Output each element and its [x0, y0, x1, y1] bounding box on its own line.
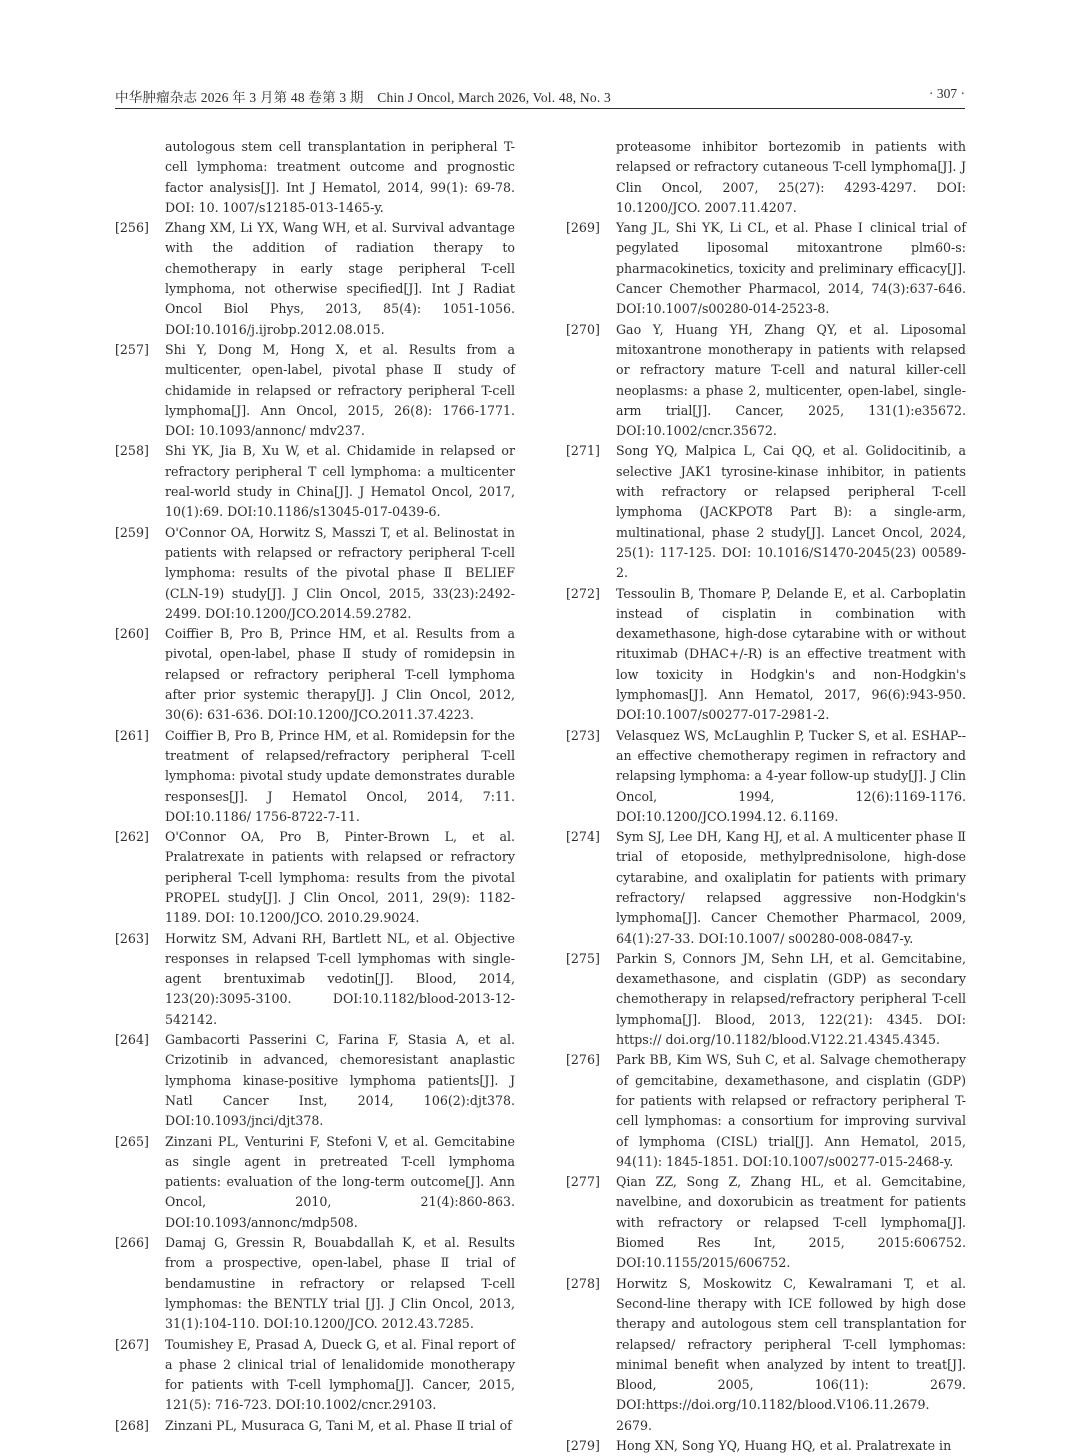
reference-entry [566, 1172, 966, 1273]
reference-text: Zhang XM, Li YX, Wang WH, et al. Survival advantage with the addition of radiation therapy to chemotherapy in early stage peripheral T-cell lymphoma, not otherwise specified[J]. Int J Radiat Oncol Biol Phys, 2013, 85(4): 1051-1056. DOI:10.1016/j.ijrobp.2012.08.015. [165, 220, 515, 337]
reference-text: proteasome inhibitor bortezomib in patients with relapsed or refractory cutaneous T-cell lymphoma[J]. J Clin Oncol, 2007, 25(27): 4293-4297. DOI: 10.1200/JCO. 2007.11.4207. [616, 139, 966, 215]
reference-entry [566, 1050, 966, 1172]
reference-number: [271] [566, 443, 600, 459]
reference-text: Coiffier B, Pro B, Prince HM, et al. Results from a pivotal, open-label, phase Ⅱ study of romidepsin in relapsed or refractory peripheral T-cell lymphoma after prior systemic therapy[J]. J Clin Oncol, 2012, 30(6): 631-636. DOI:10.1200/JCO.2011.37.4223. [165, 626, 515, 723]
reference-text: Park BB, Kim WS, Suh C, et al. Salvage chemotherapy of gemcitabine, dexamethasone, and cisplatin (GDP) for patients with relapsed or refractory peripheral T-cell lymphomas: a consortium for improving survival of lymphoma (CISL) trial[J]. Ann Hematol, 2015, 94(11): 1845-1851. DOI:10.1007/s00277-015-2468-y. [616, 1052, 966, 1169]
reference-text: Zinzani PL, Venturini F, Stefoni V, et al. Gemcitabine as single agent in pretreated T-cell lymphoma patients: evaluation of the long-term outcome[J]. Ann Oncol, 2010, 21(4):860-863. DOI:10.1093/annonc/mdp508. [165, 1133, 515, 1230]
header-rule [115, 108, 965, 109]
reference-number: [272] [566, 585, 600, 601]
reference-entry [115, 1030, 515, 1131]
reference-entry [566, 1274, 966, 1436]
reference-entry [115, 827, 515, 928]
left-column [115, 137, 515, 1436]
reference-number: [267] [115, 1336, 149, 1352]
reference-number: [263] [115, 930, 149, 946]
reference-entry [115, 726, 515, 827]
reference-number: [268] [115, 1417, 149, 1433]
reference-number: [275] [566, 950, 600, 966]
reference-entry [566, 218, 966, 319]
reference-number: [274] [566, 829, 600, 845]
reference-number: [273] [566, 727, 600, 743]
reference-text: Zinzani PL, Musuraca G, Tani M, et al. Phase Ⅱ trial of [165, 1417, 512, 1433]
reference-text: Hong XN, Song YQ, Huang HQ, et al. Pralatrexate in [616, 1438, 952, 1453]
reference-entry [566, 726, 966, 827]
reference-entry [115, 1416, 515, 1436]
reference-number: [269] [566, 220, 600, 236]
reference-entry [115, 523, 515, 624]
reference-entry [115, 441, 515, 522]
reference-number: [259] [115, 524, 149, 540]
reference-text: O'Connor OA, Horwitz S, Masszi T, et al. Belinostat in patients with relapsed or refractory peripheral T-cell lymphoma: results of the pivotal phase Ⅱ BELIEF (CLN-19) study[J]. J Clin Oncol, 2015, 33(23):2492-2499. DOI:10.1200/JCO.2014.59.2782. [165, 524, 515, 621]
reference-entry [115, 624, 515, 725]
reference-number: [262] [115, 829, 149, 845]
reference-text: Song YQ, Malpica L, Cai QQ, et al. Golidocitinib, a selective JAK1 tyrosine-kinase inhibitor, in patients with refractory or relapsed peripheral T-cell lymphoma (JACKPOT8 Part B): a single-arm, multinational, phase 2 study[J]. Lancet Oncol, 2024, 25(1): 117-125. DOI: 10.1016/S1470-2045(23) 00589-2. [616, 443, 966, 581]
reference-number: [261] [115, 727, 149, 743]
reference-number: [256] [115, 220, 149, 236]
reference-entry [115, 1335, 515, 1416]
reference-entry [115, 1132, 515, 1233]
reference-entry [566, 1436, 966, 1456]
reference-number: [279] [566, 1438, 600, 1453]
reference-entry [566, 584, 966, 726]
reference-entry [566, 441, 966, 583]
reference-text: Tessoulin B, Thomare P, Delande E, et al. Carboplatin instead of cisplatin in combination with dexamethasone, high-dose cytarabine with or without rituximab (DHAC+/-R) is an effective treatment with low toxicity in Hodgkin's and non-Hodgkin's lymphomas[J]. Ann Hematol, 2017, 96(6):943-950. DOI:10.1007/s00277-017-2981-2. [616, 585, 966, 723]
reference-number: [276] [566, 1052, 600, 1068]
reference-text: Damaj G, Gressin R, Bouabdallah K, et al. Results from a prospective, open-label, phase Ⅱ trial of bendamustine in refractory or relapsed T-cell lymphomas: the BENTLY trial [J]. J Clin Oncol, 2013, 31(1):104-110. DOI:10.1200/JCO. 2012.43.7285. [165, 1235, 515, 1332]
reference-number: [264] [115, 1032, 149, 1048]
reference-entry [115, 1233, 515, 1334]
reference-entry [566, 827, 966, 949]
reference-number: [278] [566, 1275, 600, 1291]
journal-citation: 中华肿瘤杂志 2026 年 3 月第 48 卷第 3 期 Chin J Oncol, March 2026, Vol. 48, No. 3 [115, 90, 611, 105]
reference-number: [265] [115, 1133, 149, 1149]
reference-entry [566, 949, 966, 1050]
reference-text: Horwitz SM, Advani RH, Bartlett NL, et al. Objective responses in relapsed T-cell lymphomas with single-agent brentuximab vedotin[J]. Blood, 2014, 123(20):3095-3100. DOI:10.1182/blood-2013-12-542142. [165, 930, 515, 1027]
reference-entry [115, 218, 515, 340]
page-number: · 307 · [929, 86, 965, 101]
reference-entry [566, 320, 966, 442]
reference-number: [257] [115, 341, 149, 357]
reference-number: [277] [566, 1174, 600, 1190]
reference-text: Sym SJ, Lee DH, Kang HJ, et al. A multicenter phase Ⅱ trial of etoposide, methylprednisolone, high-dose cytarabine, and oxaliplatin for patients with primary refractory/ relapsed aggressive non-Hodgkin's lymphoma[J]. Cancer Chemother Pharmacol, 2009, 64(1):27-33. DOI:10.1007/ s00280-008-0847-y. [616, 829, 966, 946]
reference-text: Shi Y, Dong M, Hong X, et al. Results from a multicenter, open-label, pivotal phase Ⅱ study of chidamide in relapsed or refractory peripheral T-cell lymphoma[J]. Ann Oncol, 2015, 26(8): 1766-1771. DOI: 10.1093/annonc/ mdv237. [165, 341, 515, 439]
reference-entry [115, 137, 515, 218]
reference-number: [266] [115, 1235, 149, 1251]
reference-number: [258] [115, 443, 149, 459]
reference-text: Shi YK, Jia B, Xu W, et al. Chidamide in relapsed or refractory peripheral T cell lymphoma: a multicenter real-world study in China[J]. J Hematol Oncol, 2017, 10(1):69. DOI:10.1186/s13045-017-0439-6. [165, 443, 515, 520]
reference-text: Qian ZZ, Song Z, Zhang HL, et al. Gemcitabine, navelbine, and doxorubicin as treatment for patients with refractory or relapsed T-cell lymphoma[J]. Biomed Res Int, 2015, 2015:606752. DOI:10.1155/2015/606752. [616, 1174, 966, 1271]
reference-text: Gambacorti Passerini C, Farina F, Stasia A, et al. Crizotinib in advanced, chemoresistant anaplastic lymphoma kinase-positive lymphoma patients[J]. J Natl Cancer Inst, 2014, 106(2):djt378. DOI:10.1093/jnci/djt378. [165, 1032, 515, 1129]
reference-text: Horwitz S, Moskowitz C, Kewalramani T, et al. Second-line therapy with ICE followed by high dose therapy and autologous stem cell transplantation for relapsed/ refractory peripheral T-cell lymphomas: minimal benefit when analyzed by intent to treat[J]. Blood, 2005, 106(11): 2679. DOI:https://doi.org/10.1182/blood.V106.11.2679. 2679. [616, 1275, 966, 1433]
reference-number: [270] [566, 321, 600, 337]
reference-text: Coiffier B, Pro B, Prince HM, et al. Romidepsin for the treatment of relapsed/refractory peripheral T-cell lymphoma: pivotal study update demonstrates durable responses[J]. J Hematol Oncol, 2014, 7:11. DOI:10.1186/ 1756-8722-7-11. [165, 727, 515, 824]
reference-text: Velasquez WS, McLaughlin P, Tucker S, et al. ESHAP--an effective chemotherapy regimen in refractory and relapsing lymphoma: a 4-year follow-up study[J]. J Clin Oncol, 1994, 12(6):1169-1176. DOI:10.1200/JCO.1994.12. 6.1169. [616, 727, 966, 824]
reference-text: Parkin S, Connors JM, Sehn LH, et al. Gemcitabine, dexamethasone, and cisplatin (GDP) as secondary chemotherapy in relapsed/refractory peripheral T-cell lymphoma[J]. Blood, 2013, 122(21): 4345. DOI: https:// doi.org/10.1182/blood.V122.21.4345.4345. [616, 950, 966, 1048]
reference-text: Gao Y, Huang YH, Zhang QY, et al. Liposomal mitoxantrone monotherapy in patients with relapsed or refractory mature T-cell and natural killer-cell neoplasms: a phase 2, multicenter, open-label, single-arm trial[J]. Cancer, 2025, 131(1):e35672. DOI:10.1002/cncr.35672. [616, 321, 966, 439]
reference-entry [115, 340, 515, 441]
reference-text: autologous stem cell transplantation in peripheral T-cell lymphoma: treatment outcome and prognostic factor analysis[J]. Int J Hematol, 2014, 99(1): 69-78. DOI: 10. 1007/s12185-013-1465-y. [165, 139, 515, 215]
reference-number: [260] [115, 626, 149, 642]
reference-entry [115, 929, 515, 1030]
reference-text: O'Connor OA, Pro B, Pinter-Brown L, et al. Pralatrexate in patients with relapsed or refractory peripheral T-cell lymphoma: results from the pivotal PROPEL study[J]. J Clin Oncol, 2011, 29(9): 1182-1189. DOI: 10.1200/JCO. 2010.29.9024. [165, 829, 515, 926]
right-column [566, 137, 966, 1456]
reference-text: Toumishey E, Prasad A, Dueck G, et al. Final report of a phase 2 clinical trial of lenalidomide monotherapy for patients with T-cell lymphoma[J]. Cancer, 2015, 121(5): 716-723. DOI:10.1002/cncr.29103. [165, 1336, 515, 1413]
reference-text: Yang JL, Shi YK, Li CL, et al. Phase Ⅰ clinical trial of pegylated liposomal mitoxantrone plm60-s: pharmacokinetics, toxicity and preliminary efficacy[J]. Cancer Chemother Pharmacol, 2014, 74(3):637-646. DOI:10.1007/s00280-014-2523-8. [616, 220, 966, 317]
running-header [115, 86, 965, 108]
reference-entry [566, 137, 966, 218]
